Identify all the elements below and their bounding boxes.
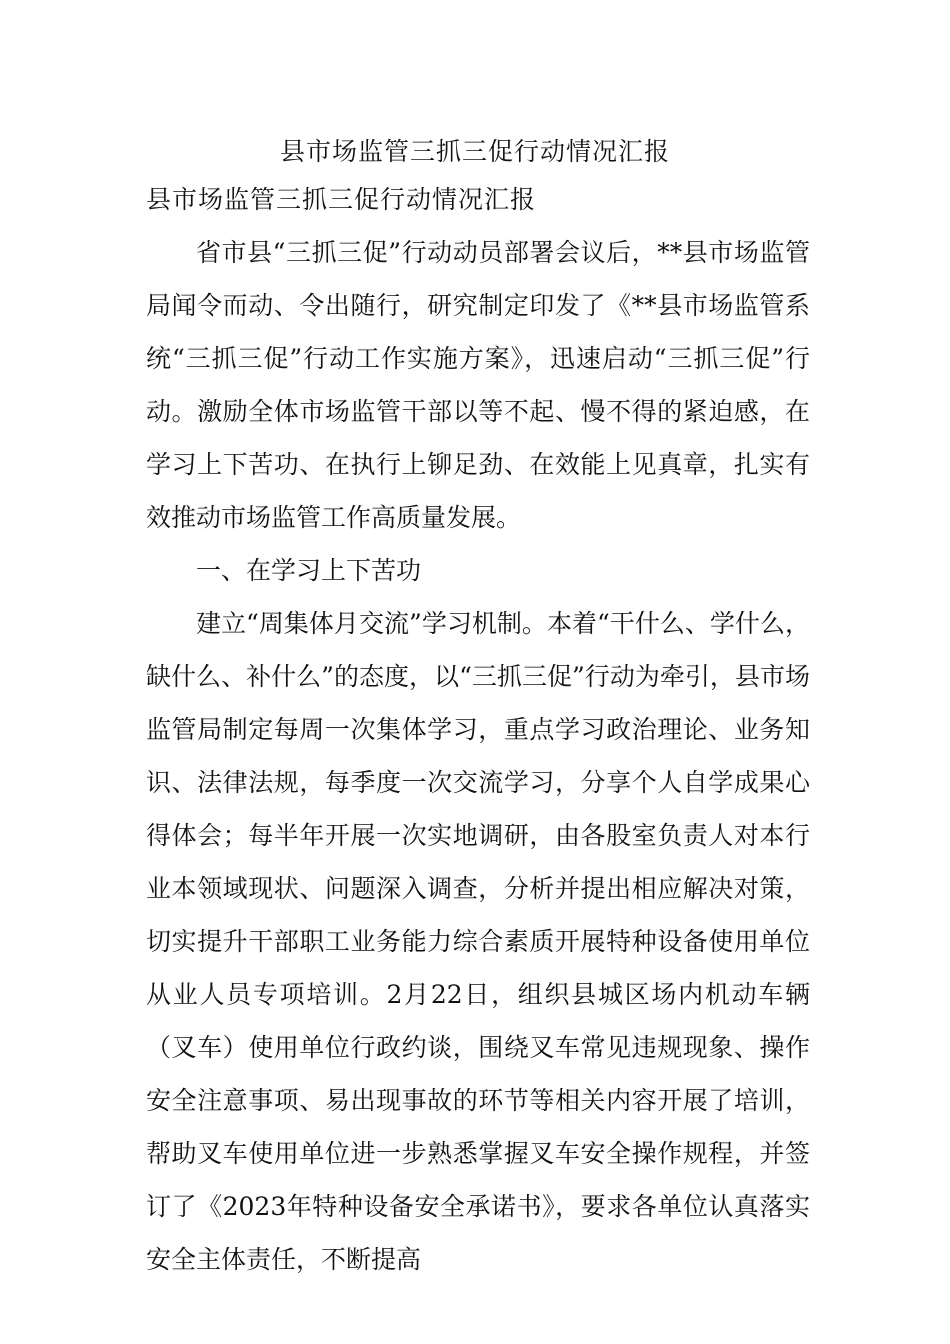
section-heading-1: 一、在学习上下苦功 <box>196 556 422 585</box>
paragraph-intro: 省市县“三抓三促”行动动员部署会议后，**县市场监管局闻令而动、令出随行，研究制定印发了《**县市场监管系统“三抓三促”行动工作实施方案》，迅速启动“三抓三促”行动。激励全体市场监管干部以等不起、慢不得的紧迫感，在学习上下苦功、在执行上铆足劲、在效能上见真章，扎实有效推动市场监管工作高质量发展。 <box>146 238 810 532</box>
document-title: 县市场监管三抓三促行动情况汇报 <box>279 137 670 166</box>
paragraph-study-mechanism: 建立“周集体月交流”学习机制。本着“干什么、学什么，缺什么、补什么”的态度，以“三抓三促”行动为牵引，县市场监管局制定每周一次集体学习，重点学习政治理论、业务知识、法律法规，每季度一次交流学习，分享个人自学成果心得体会；每半年开展一次实地调研，由各股室负责人对本行业本领域现状、问题深入调查，分析并提出相应解决对策，切实提升干部职工业务能力综合素质开展特种设备使用单位从业人员专项培训。2月22日，组织县城区场内机动车辆（叉车）使用单位行政约谈，围绕叉车常见违规现象、操作安全注意事项、易出现事故的环节等相关内容开展了培训，帮助叉车使用单位进一步熟悉掌握叉车安全操作规程，并签订了《2023年特种设备安全承诺书》，要求各单位认真落实安全主体责任，不断提高 <box>146 609 810 1274</box>
document-body <box>146 226 810 1286</box>
document-subtitle: 县市场监管三抓三促行动情况汇报 <box>146 185 537 214</box>
